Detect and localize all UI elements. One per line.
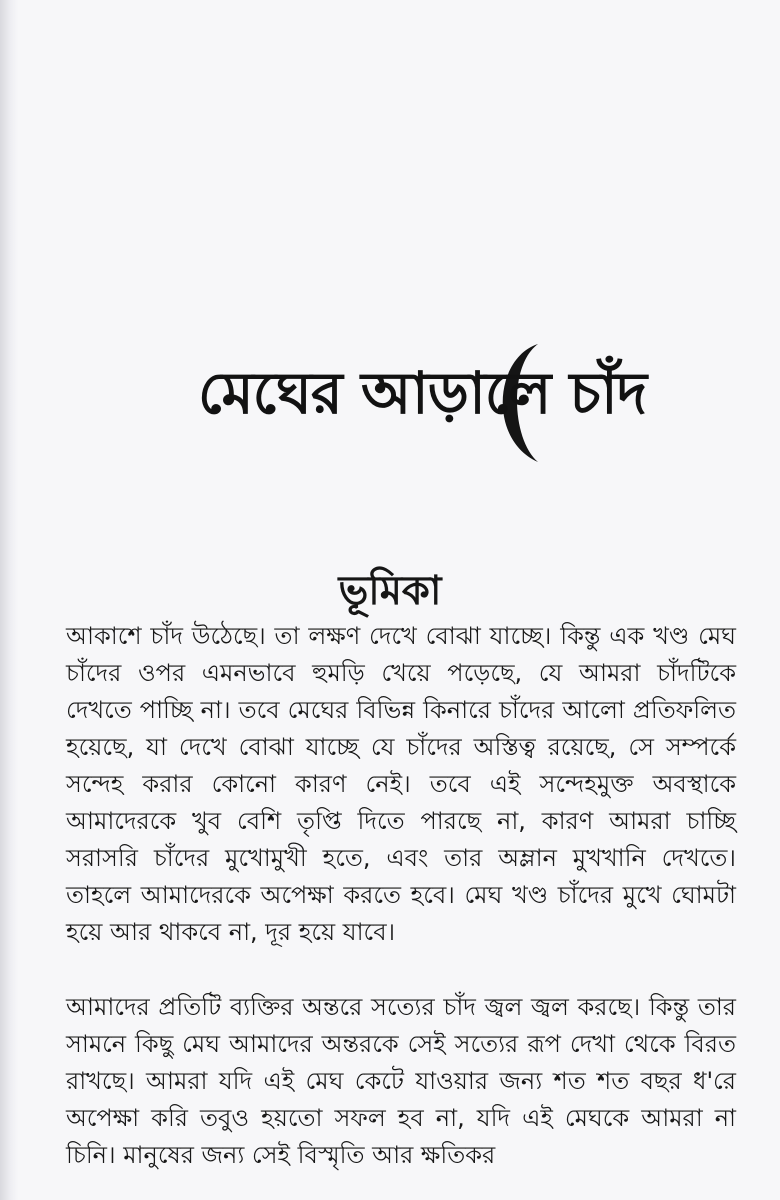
body-paragraph: আকাশে চাঁদ উঠেছে। তা লক্ষণ দেখে বোঝা যাচ্ছে। কিন্তু এক খণ্ড মেঘ চাঁদের ওপর এমনভাবে হুমড়ি খেয়ে পড়েছে, যে আমরা চাঁদটিকে দেখতে পাচ্ছি না। তবে মেঘের বিভিন্ন কিনারে চাঁদের আলো প্রতিফলিত হয়েছে, যা দেখে বোঝা যাচ্ছে যে চাঁদের অস্তিত্ব রয়েছে, সে সম্পর্কে সন্দেহ করার কোনো কারণ নেই। তবে এই সন্দেহমুক্ত অবস্থাকে আমাদেরকে খুব বেশি তৃপ্তি দিতে পারছে না, কারণ আমরা চাচ্ছি সরাসরি চাঁদের মুখোমুখী হতে, এবং তার অম্লান মুখখানি দেখতে। তাহলে আমাদেরকে অপেক্ষা করতে হবে। মেঘ খণ্ড চাঁদের মুখে ঘোমটা হয়ে আর থাকবে না, দূর হয়ে যাবে। bbox=[66, 622, 736, 946]
book-title bbox=[180, 336, 647, 466]
section-heading: ভূমিকা bbox=[338, 568, 442, 615]
book-title-text: মেঘের আড়ালে চাঁদ bbox=[198, 359, 647, 427]
body-paragraph: আমাদের প্রতিটি ব্যক্তির অন্তরে সত্যের চাঁদ জ্বল জ্বল করছে। কিন্তু তার সামনে কিছু মেঘ আমাদের অন্তরকে সেই সত্যের রূপ দেখা থেকে বিরত রাখছে। আমরা যদি এই মেঘ কেটে যাওয়ার জন্য শত শত বছর ধ'রে অপেক্ষা করি তবুও হয়তো সফল হব না, যদি এই মেঘকে আমরা না চিনি। মানুষের জন্য সেই বিস্মৃতি আর ক্ষতিকর bbox=[66, 993, 736, 1169]
